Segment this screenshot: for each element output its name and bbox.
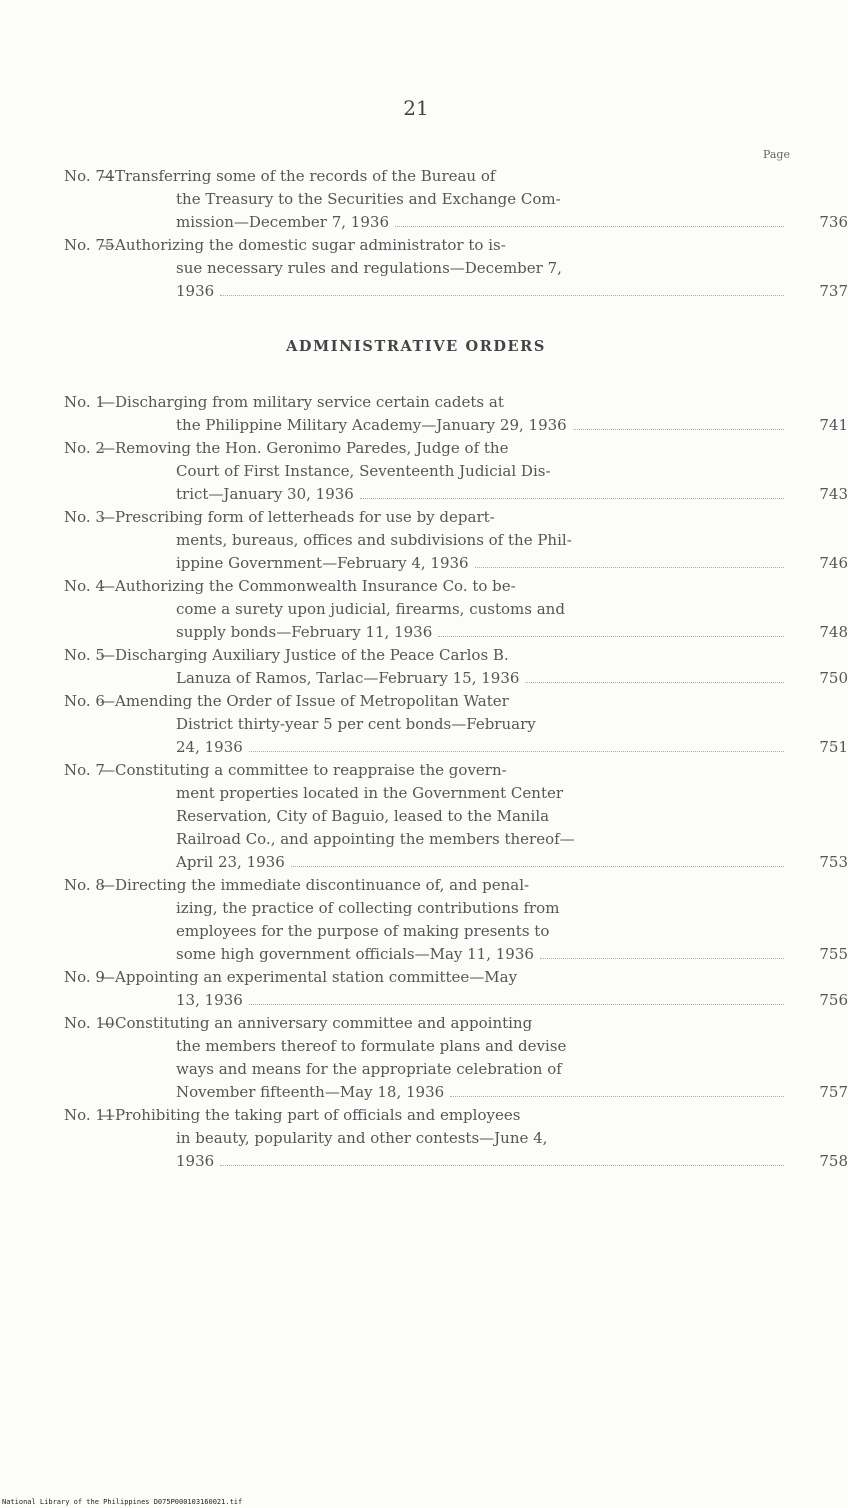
- toc-last-line: [64, 483, 848, 506]
- toc-first-line: [64, 234, 784, 257]
- toc-last-line: [64, 1150, 848, 1173]
- order-title-line: some high government officials—May 11, 1936: [176, 945, 534, 963]
- toc-entry: [64, 874, 848, 966]
- page-reference: 757: [819, 1083, 848, 1101]
- toc-continuation-line: in beauty, popularity and other contests—June 4,: [176, 1129, 548, 1147]
- page-reference: 736: [819, 213, 848, 231]
- toc-first-line: [64, 575, 784, 598]
- order-number: No. 5: [64, 646, 105, 664]
- page-reference: 743: [819, 485, 848, 503]
- toc-entry: [64, 165, 848, 234]
- toc-continuation-line: come a surety upon judicial, firearms, customs and: [176, 600, 565, 618]
- order-title-line: trict—January 30, 1936: [176, 485, 354, 503]
- page-reference: 741: [819, 416, 848, 434]
- toc-continuation-line: Court of First Instance, Seventeenth Judicial Dis-: [176, 462, 551, 480]
- section-title: ADMINISTRATIVE ORDERS: [286, 338, 546, 355]
- toc-continuation-line: ways and means for the appropriate celebration of: [176, 1060, 562, 1078]
- order-title-line: 1936: [176, 282, 215, 300]
- page-reference: 737: [819, 282, 848, 300]
- toc-entry: [64, 644, 848, 690]
- order-title-line: Lanuza of Ramos, Tarlac—February 15, 1936: [176, 669, 520, 687]
- toc-last-line: [64, 1081, 848, 1104]
- dot-leader: [291, 865, 784, 867]
- toc-entry: [64, 1012, 848, 1104]
- order-title-line: —Transferring some of the records of the Bureau of: [100, 167, 496, 185]
- page-number: 21: [403, 96, 429, 120]
- dot-leader: [360, 497, 784, 499]
- page-column-label: Page: [762, 148, 790, 161]
- toc-first-line: [64, 506, 784, 529]
- toc-continuation-line: Reservation, City of Baguio, leased to the Manila: [176, 807, 550, 825]
- order-title-line: supply bonds—February 11, 1936: [176, 623, 433, 641]
- toc-continuation-line: ment properties located in the Government Center: [176, 784, 564, 802]
- order-title-line: —Authorizing the domestic sugar administrator to is-: [100, 236, 506, 254]
- dot-leader: [540, 957, 784, 959]
- dot-leader: [395, 225, 784, 227]
- toc-entry: [64, 437, 848, 506]
- toc-first-line: [64, 1012, 784, 1035]
- order-number: No. 1: [64, 393, 105, 411]
- order-title-line: —Amending the Order of Issue of Metropolitan Water: [100, 692, 509, 710]
- toc-last-line: [64, 414, 848, 437]
- toc-last-line: [64, 280, 848, 303]
- order-title-line: ippine Government—February 4, 1936: [176, 554, 469, 572]
- order-title-line: —Prohibiting the taking part of officials and employees: [100, 1106, 521, 1124]
- order-title-line: —Constituting a committee to reappraise the govern-: [100, 761, 507, 779]
- page-reference: 751: [819, 738, 848, 756]
- toc-last-line: [64, 621, 848, 644]
- page-reference: 756: [819, 991, 848, 1009]
- dot-leader: [220, 1164, 784, 1166]
- toc-continuation-line: District thirty-year 5 per cent bonds—February: [176, 715, 536, 733]
- toc-last-line: [64, 552, 848, 575]
- order-title-line: —Prescribing form of letterheads for use by depart-: [100, 508, 495, 526]
- order-number: No. 6: [64, 692, 105, 710]
- dot-leader: [438, 635, 784, 637]
- page-reference: 746: [819, 554, 848, 572]
- order-number: No. 74: [64, 167, 115, 185]
- order-title-line: 24, 1936: [176, 738, 243, 756]
- order-title-line: —Discharging from military service certain cadets at: [100, 393, 504, 411]
- toc-entry: [64, 575, 848, 644]
- order-number: No. 2: [64, 439, 105, 457]
- toc-first-line: [64, 690, 784, 713]
- order-title-line: —Authorizing the Commonwealth Insurance Co. to be-: [100, 577, 516, 595]
- toc-continuation-line: ments, bureaus, offices and subdivisions of the Phil-: [176, 531, 572, 549]
- toc-entry: [64, 391, 848, 437]
- order-title-line: November fifteenth—May 18, 1936: [176, 1083, 445, 1101]
- dot-leader: [249, 750, 784, 752]
- toc-first-line: [64, 165, 784, 188]
- toc-first-line: [64, 644, 784, 667]
- order-number: No. 3: [64, 508, 105, 526]
- toc-first-line: [64, 391, 784, 414]
- page-reference: 755: [819, 945, 848, 963]
- page-reference: 753: [819, 853, 848, 871]
- order-number: No. 11: [64, 1106, 115, 1124]
- dot-leader: [573, 428, 784, 430]
- dot-leader: [249, 1003, 784, 1005]
- toc-first-line: [64, 437, 784, 460]
- toc-last-line: [64, 943, 848, 966]
- toc-last-line: [64, 211, 848, 234]
- order-title-line: —Appointing an experimental station committee—May: [100, 968, 518, 986]
- order-number: No. 7: [64, 761, 105, 779]
- order-number: No. 10: [64, 1014, 115, 1032]
- toc-continuation-line: sue necessary rules and regulations—December 7,: [176, 259, 562, 277]
- toc-last-line: [64, 989, 848, 1012]
- dot-leader: [220, 294, 784, 296]
- order-number: No. 75: [64, 236, 115, 254]
- toc-last-line: [64, 667, 848, 690]
- order-title-line: —Removing the Hon. Geronimo Paredes, Judge of the: [100, 439, 509, 457]
- order-title-line: 1936: [176, 1152, 215, 1170]
- toc-entry: [64, 690, 848, 759]
- scan-footer: National Library of the Philippines D075P000103160021.tif: [2, 1498, 243, 1506]
- toc-entry: [64, 966, 848, 1012]
- order-title-line: April 23, 1936: [176, 853, 285, 871]
- toc-continuation-line: Railroad Co., and appointing the members thereof—: [176, 830, 575, 848]
- toc-last-line: [64, 851, 848, 874]
- order-number: No. 4: [64, 577, 105, 595]
- toc-first-line: [64, 1104, 784, 1127]
- page-reference: 758: [819, 1152, 848, 1170]
- page-reference: 748: [819, 623, 848, 641]
- order-number: No. 8: [64, 876, 105, 894]
- order-title-line: —Constituting an anniversary committee and appointing: [100, 1014, 533, 1032]
- toc-continuation-line: the members thereof to formulate plans and devise: [176, 1037, 567, 1055]
- toc-first-line: [64, 966, 784, 989]
- order-title-line: —Directing the immediate discontinuance of, and penal-: [100, 876, 530, 894]
- toc-last-line: [64, 736, 848, 759]
- toc-entry: [64, 1104, 848, 1173]
- dot-leader: [525, 681, 784, 683]
- toc-entry: [64, 759, 848, 874]
- toc-first-line: [64, 759, 784, 782]
- order-title-line: mission—December 7, 1936: [176, 213, 389, 231]
- toc-first-line: [64, 874, 784, 897]
- order-title-line: —Discharging Auxiliary Justice of the Peace Carlos B.: [100, 646, 509, 664]
- page-reference: 750: [819, 669, 848, 687]
- toc-continuation-line: izing, the practice of collecting contributions from: [176, 899, 560, 917]
- toc-entry: [64, 506, 848, 575]
- order-title-line: the Philippine Military Academy—January 29, 1936: [176, 416, 567, 434]
- order-title-line: 13, 1936: [176, 991, 243, 1009]
- dot-leader: [450, 1095, 784, 1097]
- dot-leader: [475, 566, 784, 568]
- order-number: No. 9: [64, 968, 105, 986]
- toc-continuation-line: employees for the purpose of making presents to: [176, 922, 550, 940]
- toc-entry: [64, 234, 848, 303]
- toc-continuation-line: the Treasury to the Securities and Exchange Com-: [176, 190, 561, 208]
